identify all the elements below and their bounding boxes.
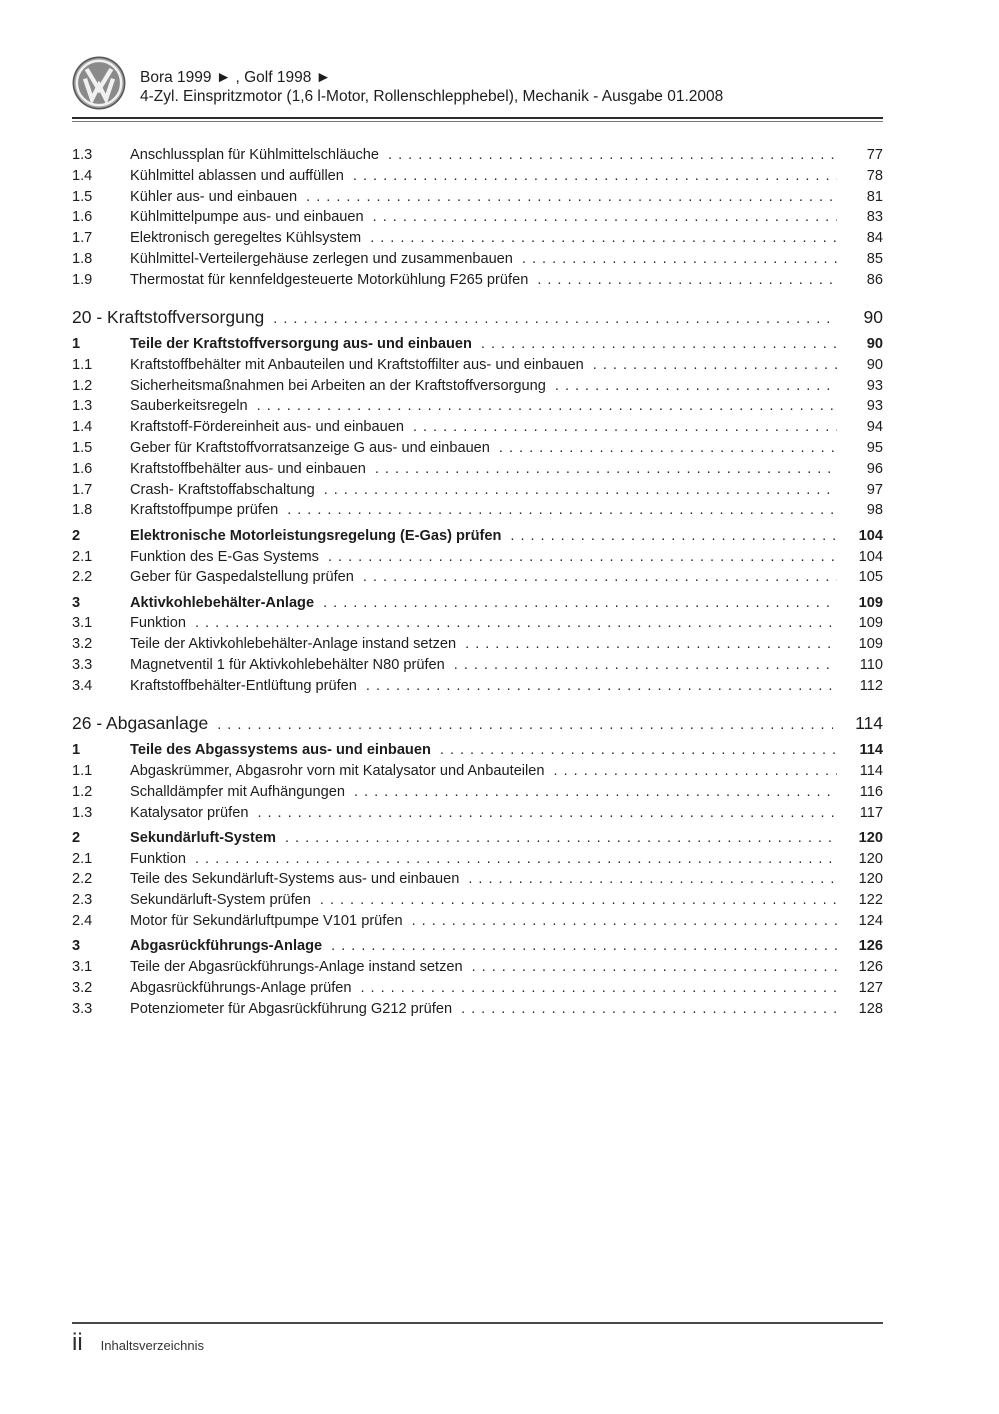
dot-leader <box>366 676 837 697</box>
toc-entry <box>72 613 883 634</box>
toc-entry-title: Anschlussplan für Kühlmittelschläuche <box>130 147 380 163</box>
toc-entry-title: Sekundärluft-System <box>130 829 276 846</box>
dot-leader <box>522 249 837 270</box>
toc-entry-number: 1.4 <box>72 167 93 184</box>
toc-entry-page: 120 <box>858 829 883 846</box>
toc-entry <box>72 849 883 870</box>
toc-entry-page: 90 <box>866 336 883 353</box>
toc-entry <box>72 145 883 166</box>
toc-entry-page: 90 <box>866 356 883 373</box>
toc-entry <box>72 438 883 459</box>
toc-entry-number: 1.3 <box>72 147 93 163</box>
toc-entry-page: 98 <box>866 502 883 519</box>
toc-entry-title: Teile des Sekundärluft-Systems aus- und einbauen <box>130 871 460 888</box>
toc-entry <box>72 999 883 1020</box>
toc-entry-page: 120 <box>858 850 883 867</box>
toc-entry <box>72 567 883 588</box>
dot-leader <box>593 355 837 376</box>
toc-entry-page: 109 <box>858 636 883 653</box>
toc-entry-number: 1.1 <box>72 356 93 373</box>
toc-entry-title: Funktion <box>130 850 186 867</box>
header-rule <box>72 117 883 122</box>
vw-logo-icon <box>72 56 126 110</box>
toc-entry <box>72 828 883 849</box>
toc-entry-number: 1.2 <box>72 377 93 394</box>
dot-leader <box>499 438 837 459</box>
dot-leader <box>388 145 837 166</box>
toc-entry <box>72 480 883 501</box>
page-footer <box>72 1322 883 1357</box>
toc-entry-page: 126 <box>858 959 883 976</box>
dot-leader <box>537 270 837 291</box>
toc-entry-title: Kraftstoffpumpe prüfen <box>130 502 279 519</box>
toc-entry <box>72 166 883 187</box>
toc-entry-title: Magnetventil 1 für Aktivkohlebehälter N80 prüfen <box>130 657 445 674</box>
toc-entry <box>72 911 883 932</box>
dot-leader <box>510 526 837 547</box>
toc-entry <box>72 228 883 249</box>
dot-leader <box>375 459 837 480</box>
toc-entry-page: 127 <box>858 979 883 996</box>
dot-leader <box>331 936 837 957</box>
toc-entry-title: Kühlmittel-Verteilergehäuse zerlegen und zusammenbauen <box>130 250 513 267</box>
toc-entry-title: Kühlmittelpumpe aus- und einbauen <box>130 209 364 226</box>
toc-entry-number: 3.2 <box>72 979 93 996</box>
footer-page-number: ii <box>72 1329 83 1356</box>
dot-leader <box>324 480 837 501</box>
toc-entry-title: Aktivkohlebehälter-Anlage <box>130 594 315 611</box>
toc-entry <box>72 526 883 547</box>
toc-entry <box>72 270 883 291</box>
dot-leader <box>360 978 837 999</box>
toc-entry-title: Kühler aus- und einbauen <box>130 188 298 205</box>
toc-entry-number: 2.2 <box>72 871 93 888</box>
toc-entry-title: Sauberkeitsregeln <box>130 398 248 415</box>
toc-entry-page: 105 <box>858 569 883 586</box>
toc-entry <box>72 334 883 355</box>
toc-entry-title: Thermostat für kennfeldgesteuerte Motorkühlung F265 prüfen <box>130 271 529 288</box>
toc-entry-number: 1.7 <box>72 230 93 247</box>
toc-entry-page: 84 <box>866 230 883 247</box>
toc-entry-title: Geber für Gaspedalstellung prüfen <box>130 569 354 586</box>
header-text <box>140 56 723 110</box>
toc-entry <box>72 890 883 911</box>
toc-entry-title: Crash- Kraftstoffabschaltung <box>130 481 315 498</box>
toc-entry-page: 95 <box>866 440 883 457</box>
dot-leader <box>555 376 837 397</box>
toc-entry-page: 97 <box>866 481 883 498</box>
toc-entry <box>72 740 883 761</box>
toc-entry <box>72 417 883 438</box>
toc-entry-number: 1 <box>72 742 81 759</box>
toc-entry-page: 104 <box>858 527 883 544</box>
toc-entry-number: 1.3 <box>72 398 93 415</box>
toc-entry-number: 3.2 <box>72 636 93 653</box>
dot-leader <box>413 417 837 438</box>
toc-entry-title: Abgaskrümmer, Abgasrohr vorn mit Katalysator und Anbauteilen <box>130 762 545 779</box>
toc-entry-page: 93 <box>866 377 883 394</box>
header-subtitle: 4-Zyl. Einspritzmotor (1,6 l-Motor, Rollenschlepphebel), Mechanik - Ausgabe 01.2008 <box>140 88 724 105</box>
dot-leader <box>412 911 837 932</box>
dot-leader <box>285 828 837 849</box>
toc-entry-number: 3.4 <box>72 677 93 694</box>
toc-entry-title: Abgasrückführungs-Anlage prüfen <box>130 979 352 996</box>
toc-entry <box>72 547 883 568</box>
toc-entry-number: 1.1 <box>72 762 93 779</box>
toc-entry <box>72 782 883 803</box>
toc-entry <box>72 761 883 782</box>
toc-entry-number: 3 <box>72 938 81 955</box>
toc-entry-number: 3.3 <box>72 1000 93 1017</box>
toc-entry-title: Kraftstoffbehälter mit Anbauteilen und Kraftstoffilter aus- und einbauen <box>130 356 584 373</box>
toc-entry-number: 1.7 <box>72 481 93 498</box>
toc-entry-title: Elektronische Motorleistungsregelung (E-Gas) prüfen <box>130 527 502 544</box>
dot-leader <box>468 869 837 890</box>
toc-entry-title: Kühlmittel ablassen und auffüllen <box>130 167 344 184</box>
toc-entry <box>72 869 883 890</box>
toc-entry-page: 93 <box>866 398 883 415</box>
toc-entry-title: Funktion des E-Gas Systems <box>130 548 319 565</box>
toc-entry <box>72 500 883 521</box>
toc-entry-page: 81 <box>866 188 883 205</box>
toc-entry-number: 1.6 <box>72 460 93 477</box>
toc-entry-number: 1.9 <box>72 271 93 288</box>
toc-entry-number: 3 <box>72 594 81 611</box>
toc-entry-page: 109 <box>858 594 883 611</box>
toc-entry-title: Funktion <box>130 615 186 632</box>
toc-section-label: 20 - Kraftstoffversorgung <box>72 306 265 327</box>
dot-leader <box>440 740 837 761</box>
toc-entry <box>72 655 883 676</box>
toc-section-heading <box>72 710 883 736</box>
dot-leader <box>273 306 833 332</box>
toc-entry-title: Kraftstoffbehälter-Entlüftung prüfen <box>130 677 357 694</box>
toc-entry-page: 96 <box>866 460 883 477</box>
toc-entry-number: 2.1 <box>72 850 93 867</box>
toc-entry-page: 122 <box>858 892 883 909</box>
toc-entry <box>72 676 883 697</box>
dot-leader <box>195 613 837 634</box>
dot-leader <box>363 567 837 588</box>
toc-entry-number: 3.3 <box>72 657 93 674</box>
toc-block <box>72 304 883 697</box>
toc-entry-title: Kraftstoff-Fördereinheit aus- und einbauen <box>130 419 404 436</box>
dot-leader <box>257 803 837 824</box>
toc-entry <box>72 249 883 270</box>
dot-leader <box>454 655 837 676</box>
dot-leader <box>481 334 837 355</box>
dot-leader <box>353 166 837 187</box>
toc-entry-number: 2.2 <box>72 569 93 586</box>
toc-entry-title: Sicherheitsmaßnahmen bei Arbeiten an der Kraftstoffversorgung <box>130 377 546 394</box>
toc-entry-title: Teile der Aktivkohlebehälter-Anlage instand setzen <box>130 636 457 653</box>
toc-entry-number: 2.4 <box>72 913 93 929</box>
toc-entry <box>72 187 883 208</box>
toc-entry-page: 126 <box>858 938 883 955</box>
toc-entry <box>72 803 883 824</box>
toc-entry <box>72 396 883 417</box>
toc-block <box>72 710 883 1020</box>
toc-entry-page: 104 <box>858 548 883 565</box>
toc-entry-title: Elektronisch geregeltes Kühlsystem <box>130 230 362 247</box>
toc-entry-number: 3.1 <box>72 615 93 632</box>
toc-entry-page: 109 <box>858 615 883 632</box>
toc-section-heading <box>72 304 883 330</box>
toc-entry-title: Teile der Kraftstoffversorgung aus- und einbauen <box>130 336 472 353</box>
toc-entry-number: 1.2 <box>72 783 93 800</box>
toc-entry <box>72 376 883 397</box>
toc-entry-number: 2 <box>72 829 81 846</box>
dot-leader <box>465 634 837 655</box>
toc-entry-page: 116 <box>859 783 883 800</box>
dot-leader <box>217 712 833 738</box>
toc-entry <box>72 634 883 655</box>
toc-entry-page: 77 <box>866 147 883 163</box>
toc-entry-number: 1.3 <box>72 804 93 821</box>
toc-entry-number: 1.6 <box>72 209 93 226</box>
toc-entry-page: 86 <box>866 271 883 288</box>
toc-entry-page: 117 <box>859 804 883 821</box>
toc-section-page: 90 <box>863 306 883 327</box>
toc-entry-page: 112 <box>859 677 883 694</box>
dot-leader <box>195 849 837 870</box>
dot-leader <box>554 761 837 782</box>
toc-entry-number: 3.1 <box>72 959 93 976</box>
toc-entry-number: 1.5 <box>72 440 93 457</box>
toc-entry-title: Teile des Abgassystems aus- und einbauen <box>130 742 431 759</box>
toc-entry-page: 114 <box>859 762 883 779</box>
toc-entry-page: 83 <box>866 209 883 226</box>
toc-entry-number: 1.8 <box>72 502 93 519</box>
toc-section-page: 114 <box>855 712 883 733</box>
dot-leader <box>373 207 837 228</box>
dot-leader <box>323 593 837 614</box>
toc-section-label: 26 - Abgasanlage <box>72 712 209 733</box>
toc-entry <box>72 207 883 228</box>
toc-entry-page: 85 <box>866 250 883 267</box>
toc-entry-number: 1.5 <box>72 188 93 205</box>
toc-entry <box>72 978 883 999</box>
toc-entry-title: Kraftstoffbehälter aus- und einbauen <box>130 460 366 477</box>
dot-leader <box>328 547 837 568</box>
toc-block <box>72 145 883 291</box>
toc-entry-title: Geber für Kraftstoffvorratsanzeige G aus- und einbauen <box>130 440 490 457</box>
toc-entry-number: 1.4 <box>72 419 93 436</box>
dot-leader <box>354 782 837 803</box>
toc-entry-number: 1 <box>72 336 81 353</box>
toc-entry-page: 114 <box>859 742 883 759</box>
toc-entry-page: 110 <box>859 657 883 674</box>
dot-leader <box>257 396 837 417</box>
toc-entry-page: 94 <box>866 419 883 436</box>
toc-entry-number: 2.3 <box>72 892 93 909</box>
toc-entry-number: 1.8 <box>72 250 93 267</box>
toc-entry-page: 120 <box>858 871 883 888</box>
toc-entry-page: 78 <box>866 167 883 184</box>
dot-leader <box>287 500 837 521</box>
toc-entry-page: 124 <box>858 913 883 929</box>
toc-entry <box>72 459 883 480</box>
footer-label: Inhaltsverzeichnis <box>100 1338 204 1353</box>
toc-entry-title: Sekundärluft-System prüfen <box>130 892 311 909</box>
toc-entry <box>72 355 883 376</box>
dot-leader <box>370 228 837 249</box>
toc-entry <box>72 957 883 978</box>
toc-entry-title: Potenziometer für Abgasrückführung G212 prüfen <box>130 1000 453 1017</box>
toc-entry-title: Abgasrückführungs-Anlage <box>130 938 323 955</box>
toc-entry <box>72 936 883 957</box>
toc-entry-title: Motor für Sekundärluftpumpe V101 prüfen <box>130 913 403 929</box>
toc-entry-title: Teile der Abgasrückführungs-Anlage instand setzen <box>130 959 463 976</box>
toc <box>72 145 883 1019</box>
dot-leader <box>320 890 837 911</box>
toc-entry-page: 128 <box>858 1000 883 1017</box>
toc-entry-number: 2 <box>72 527 81 544</box>
dot-leader <box>461 999 837 1020</box>
header-models: Bora 1999 ► , Golf 1998 ► <box>140 69 331 86</box>
dot-leader <box>306 187 837 208</box>
page-header <box>72 56 883 110</box>
dot-leader <box>472 957 837 978</box>
toc-entry-number: 2.1 <box>72 548 93 565</box>
toc-entry-title: Katalysator prüfen <box>130 804 249 821</box>
toc-entry <box>72 593 883 614</box>
toc-entry-title: Schalldämpfer mit Aufhängungen <box>130 783 345 800</box>
